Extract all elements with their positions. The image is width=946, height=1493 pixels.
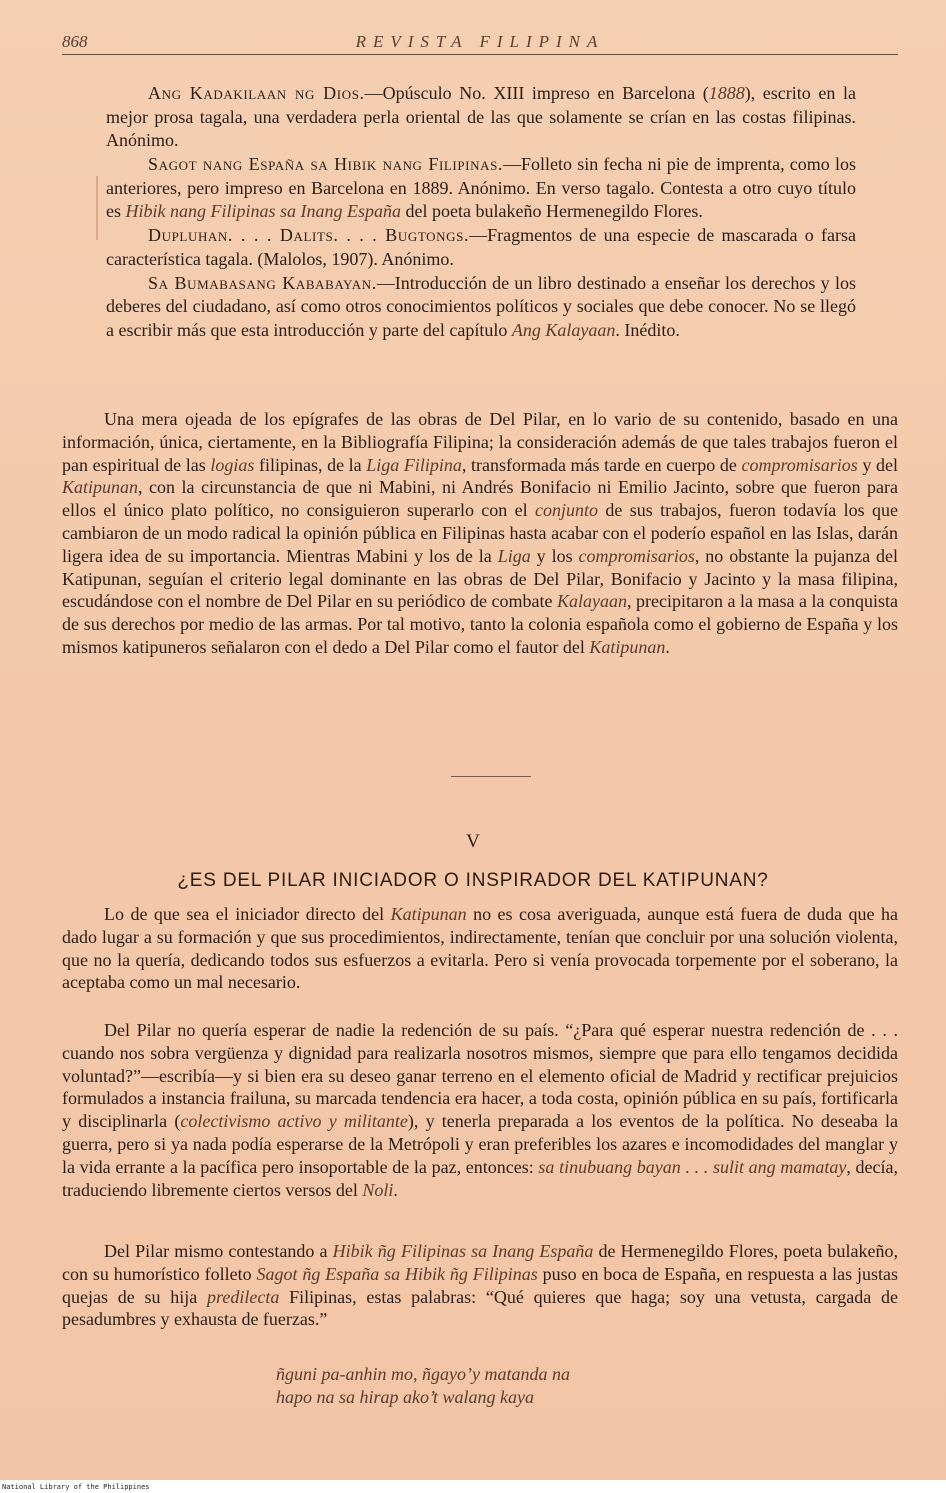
section-title: ¿ES DEL PILAR INICIADOR O INSPIRADOR DEL KATIPUNAN?	[177, 870, 769, 891]
paragraph-italic: predilecta	[207, 1286, 280, 1307]
paragraph-italic: Katipunan	[390, 904, 467, 924]
paragraph-text: puso en boca de España, en respuesta a las justas quejas de su hija	[62, 1263, 898, 1307]
paragraph	[62, 1240, 898, 1331]
paragraph-italic: Katipunan	[62, 477, 139, 498]
journal-title: REVISTA FILIPINA	[355, 32, 605, 51]
paragraph	[62, 1019, 898, 1201]
paragraph-text: .	[665, 636, 670, 657]
entry-title: Dupluhan. . . . Dalits. . . . Bugtongs.	[148, 225, 470, 245]
paragraph-text: , transformada más tarde en cuerpo de	[461, 454, 742, 475]
entry	[106, 82, 856, 153]
entry-italic: Ang Kalayaan	[511, 319, 616, 340]
paragraph-text: filipinas, de la	[254, 454, 367, 475]
paragraph-text: , no obstante la pujanza del Katipunan, seguían el criterio legal dominante en las obras de Del Pilar, Bonifacio y Jacinto y la masa filipina, escudándose con el nombre de Del Pilar en su periódico de combate	[62, 545, 898, 612]
paragraph-text: .	[393, 1179, 398, 1200]
entry-text: —Introducción de un libro destinado a enseñar los derechos y los deberes del ciudadano, así como otros conocimientos políticos y sociales que debe conocer. No se llegó a escribir más que esta introducción y parte del capítulo	[106, 272, 856, 340]
paragraph-text: ), y tenerla preparada a los eventos de la política. No deseaba la guerra, pero si ya nada podía esperarse de la Metrópoli y eran preferibles los azares e incomodidades del manglar y la vida errante a la pacífica pero insoportable de la paz, entonces:	[62, 1111, 898, 1177]
paragraph-text: Del Pilar mismo contestando a	[104, 1241, 333, 1261]
paragraph-italic: sa tinubuang bayan . . . sulit ang mamatay	[538, 1156, 847, 1177]
paragraph-italic: Kalayaan	[557, 591, 628, 612]
paragraph-italic: Hibik ñg Filipinas sa Inang España	[332, 1241, 594, 1261]
entry	[106, 224, 856, 271]
page-number: 868	[62, 32, 88, 51]
margin-mark	[96, 176, 98, 240]
paragraph-italic: compromisarios	[578, 545, 695, 566]
paragraph-text: Del Pilar no quería esperar de nadie la redención de su país. “¿Para qué esperar nuestra redención de . . . cuando nos sobra vergüenza y dignidad para realizarla nosotros mismos, siempre que para ello tengamos decidida voluntad?”—escribía—y si bien era su deseo ganar terreno en el elemento oficial de Madrid y rectificar prejuicios formulados a instancia frailuna, su marcada tendencia era hacer, a toda costa, opinión pública en su país, fortificarla y disciplinarla (	[62, 1020, 898, 1132]
verse-line: hapo na sa hirap ako’t walang kaya	[276, 1387, 534, 1407]
verse-quote	[276, 1363, 570, 1409]
paragraph-text: , con la circunstancia de que ni Mabini, ni Andrés Bonifacio ni Emilio Jacinto, sobre que fueron para ellos el único plato político, no consiguieron superarlo con el	[62, 477, 898, 521]
entry-title: Ang Kadakilaan ng Dios.	[148, 83, 365, 103]
paragraph-italic: conjunto	[535, 500, 599, 521]
paragraph-text: no es cosa averiguada, aunque está fuera de duda que ha dado lugar a su formación y que sus procedimientos, indirectamente, tenían que concluir por una solución violenta, que no la quería, dedicando todos sus esfuerzos a evitarla. Pero si venía provocada torpemente por el soberano, la aceptaba como un mal necesario.	[62, 904, 899, 993]
paragraph-italic: Sagot ñg España sa Hibik ñg Filipinas	[256, 1263, 538, 1284]
entry-italic: Hibik nang Filipinas sa Inang España	[125, 201, 401, 221]
paragraph	[62, 408, 898, 659]
verse-line: ñguni pa-anhin mo, ñgayo’y matanda na	[276, 1364, 570, 1384]
paragraph-italic: Noli	[362, 1179, 394, 1200]
paragraph-text: de sus trabajos, fueron todavía los que cambiaron de un modo radical la opinión pública en Filipinas hasta acabar con el poderío español en las Islas, darán ligera idea de su importancia. Mientras Mabini y los de la	[62, 500, 898, 566]
entry-title: Sagot nang España sa Hibik nang Filipinas.	[148, 154, 504, 174]
entry-italic: 1888	[708, 83, 745, 103]
section-divider	[451, 776, 531, 777]
paragraph-text: y del	[857, 454, 898, 475]
entry-text: ), escrito en la mejor prosa tagala, una verdadera perla oriental de las que solamente se crían en las costas filipinas. Anónimo.	[106, 83, 856, 150]
entry	[106, 272, 856, 343]
paragraph-italic: compromisarios	[741, 454, 858, 475]
entry-text: —Opúsculo No. XIII impreso en Barcelona (	[364, 83, 709, 103]
entry-title: Sa Bumabasang Kababayan.	[148, 272, 377, 293]
entry	[106, 153, 856, 224]
running-head	[62, 30, 898, 55]
entry-text: —Folleto sin fecha ni pie de imprenta, como los anteriores, pero impreso en Barcelona en 1889. Anónimo. En verso tagalo. Contesta a otro cuyo título es	[106, 154, 856, 221]
paragraph-text: , precipitaron a la masa a la conquista de sus derechos por medio de las armas. Por tal motivo, tanto la colonia española como el gobierno de España y los mismos katipuneros señalaron con el dedo a Del Pilar como el fautor del	[62, 591, 899, 657]
paragraph-italic: colectivismo activo y militante	[180, 1111, 408, 1132]
bibliography-entries	[106, 82, 856, 343]
paragraph-italic: Liga Filipina	[366, 454, 462, 475]
entry-text: del poeta bulakeño Hermenegildo Flores.	[401, 201, 703, 221]
paragraph-italic: Liga	[497, 545, 531, 566]
section-number: V	[466, 831, 480, 852]
paragraph-text: de Hermenegildo Flores, poeta bulakeño, con su humorístico folleto	[62, 1241, 898, 1284]
entry-text: —Fragmentos de una especie de mascarada o farsa característica tagala. (Malolos, 1907). Anónimo.	[106, 225, 856, 269]
paragraph	[62, 903, 898, 994]
footer-credit: National Library of the Philippines	[2, 1483, 150, 1491]
paragraph-italic: logias	[210, 454, 255, 475]
paragraph-text: y los	[530, 545, 579, 566]
paragraph-text: , decía, traduciendo libremente ciertos versos del	[62, 1156, 898, 1200]
paragraph-italic: Katipunan	[589, 636, 666, 657]
entry-text: . Inédito.	[615, 319, 680, 340]
paragraph-text: Lo de que sea el iniciador directo del	[104, 904, 391, 924]
paragraph-text: Una mera ojeada de los epígrafes de las obras de Del Pilar, en lo vario de su contenido, basado en una información, única, ciertamente, en la Bibliografía Filipina; la consideración además de que tales trabajos fueron el pan espiritual de las	[62, 409, 898, 475]
paragraph-text: Filipinas, estas palabras: “Qué quieres que haga; soy una vetusta, cargada de pesadumbres y exhausta de fuerzas.”	[62, 1286, 898, 1330]
